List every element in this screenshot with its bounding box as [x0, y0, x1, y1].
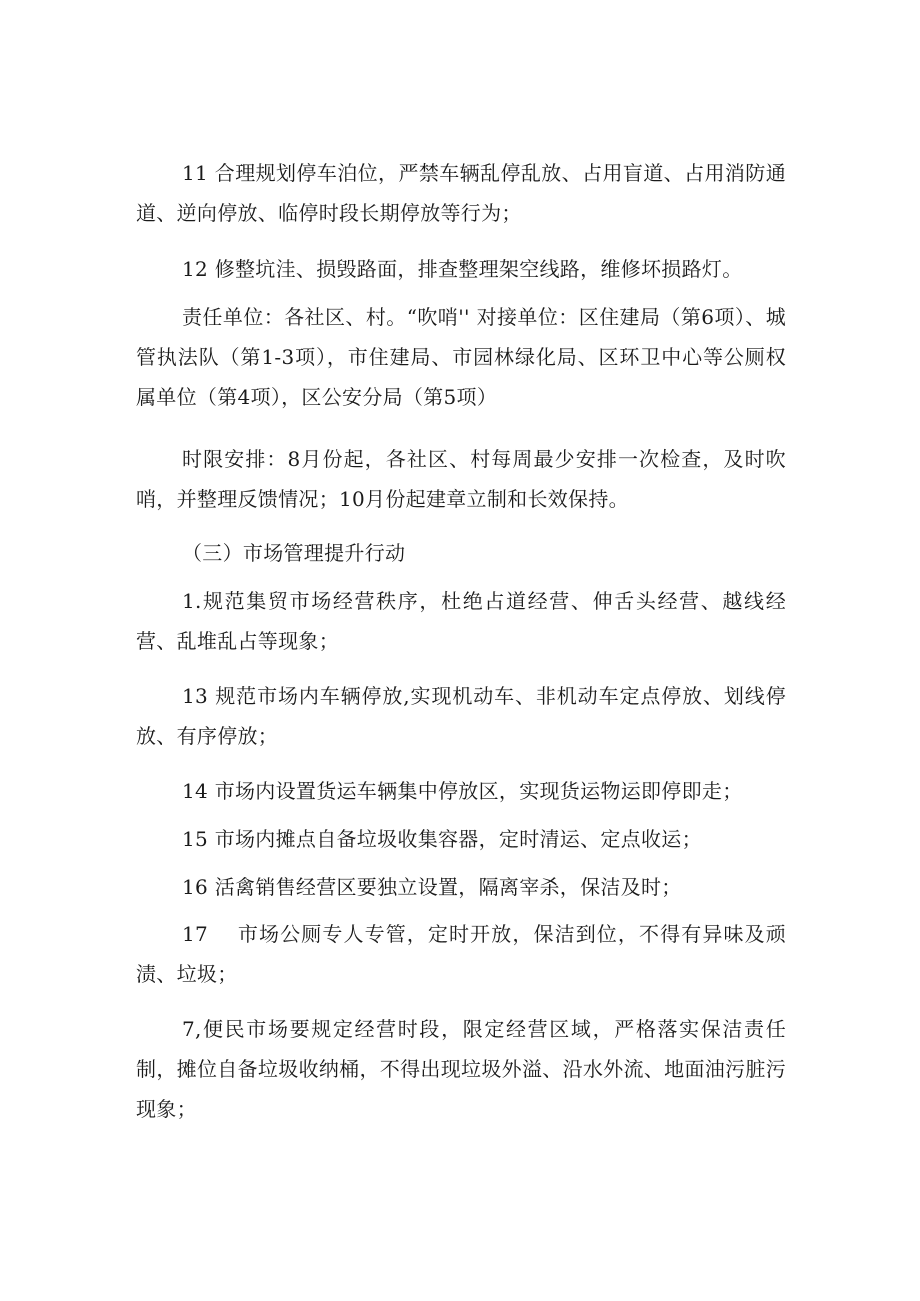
paragraph-parking-item-11: 11 合理规划停车泊位，严禁车辆乱停乱放、占用盲道、占用消防通道、逆向停放、临停时段长期停放等行为； — [136, 161, 786, 225]
paragraph-market-toilets-item-17: 17 市场公厕专人专管，定时开放，保洁到位，不得有异味及顽渍、垃圾； — [136, 922, 786, 986]
paragraph-market-order-item-1: 1.规范集贸市场经营秩序，杜绝占道经营、伸舌头经营、越线经营、乱堆乱占等现象； — [136, 589, 786, 653]
paragraph-garbage-containers-item-15: 15 市场内摊点自备垃圾收集容器，定时清运、定点收运； — [182, 827, 702, 851]
paragraph-freight-parking-item-14: 14 市场内设置货运车辆集中停放区，实现货运物运即停即走； — [182, 779, 743, 803]
paragraph-poultry-area-item-16: 16 活禽销售经营区要独立设置，隔离宰杀，保洁及时； — [182, 875, 682, 899]
paragraph-responsible-units: 责任单位：各社区、村。“吹哨'' 对接单位：区住建局（第6项）、城管执法队（第1-3项），市住建局、市园林绿化局、区环卫中心等公厕权属单位（第4项），区公安分局（第5项） — [136, 305, 786, 409]
paragraph-road-repair-item-12: 12 修整坑洼、损毁路面，排查整理架空线路，维修坏损路灯。 — [182, 257, 743, 281]
paragraph-time-schedule: 时限安排：8月份起，各社区、村每周最少安排一次检查，及时吹哨，并整理反馈情况；10月份起建章立制和长效保持。 — [136, 447, 786, 511]
section-heading-market-management: （三）市场管理提升行动 — [182, 541, 406, 565]
paragraph-market-parking-item-13: 13 规范市场内车辆停放,实现机动车、非机动车定点停放、划线停放、有序停放； — [136, 684, 786, 748]
paragraph-convenience-market-item-7: 7,便民市场要规定经营时段，限定经营区域，严格落实保洁责任制，摊位自备垃圾收纳桶，不得出现垃圾外溢、沿水外流、地面油污脏污现象； — [136, 1017, 786, 1121]
